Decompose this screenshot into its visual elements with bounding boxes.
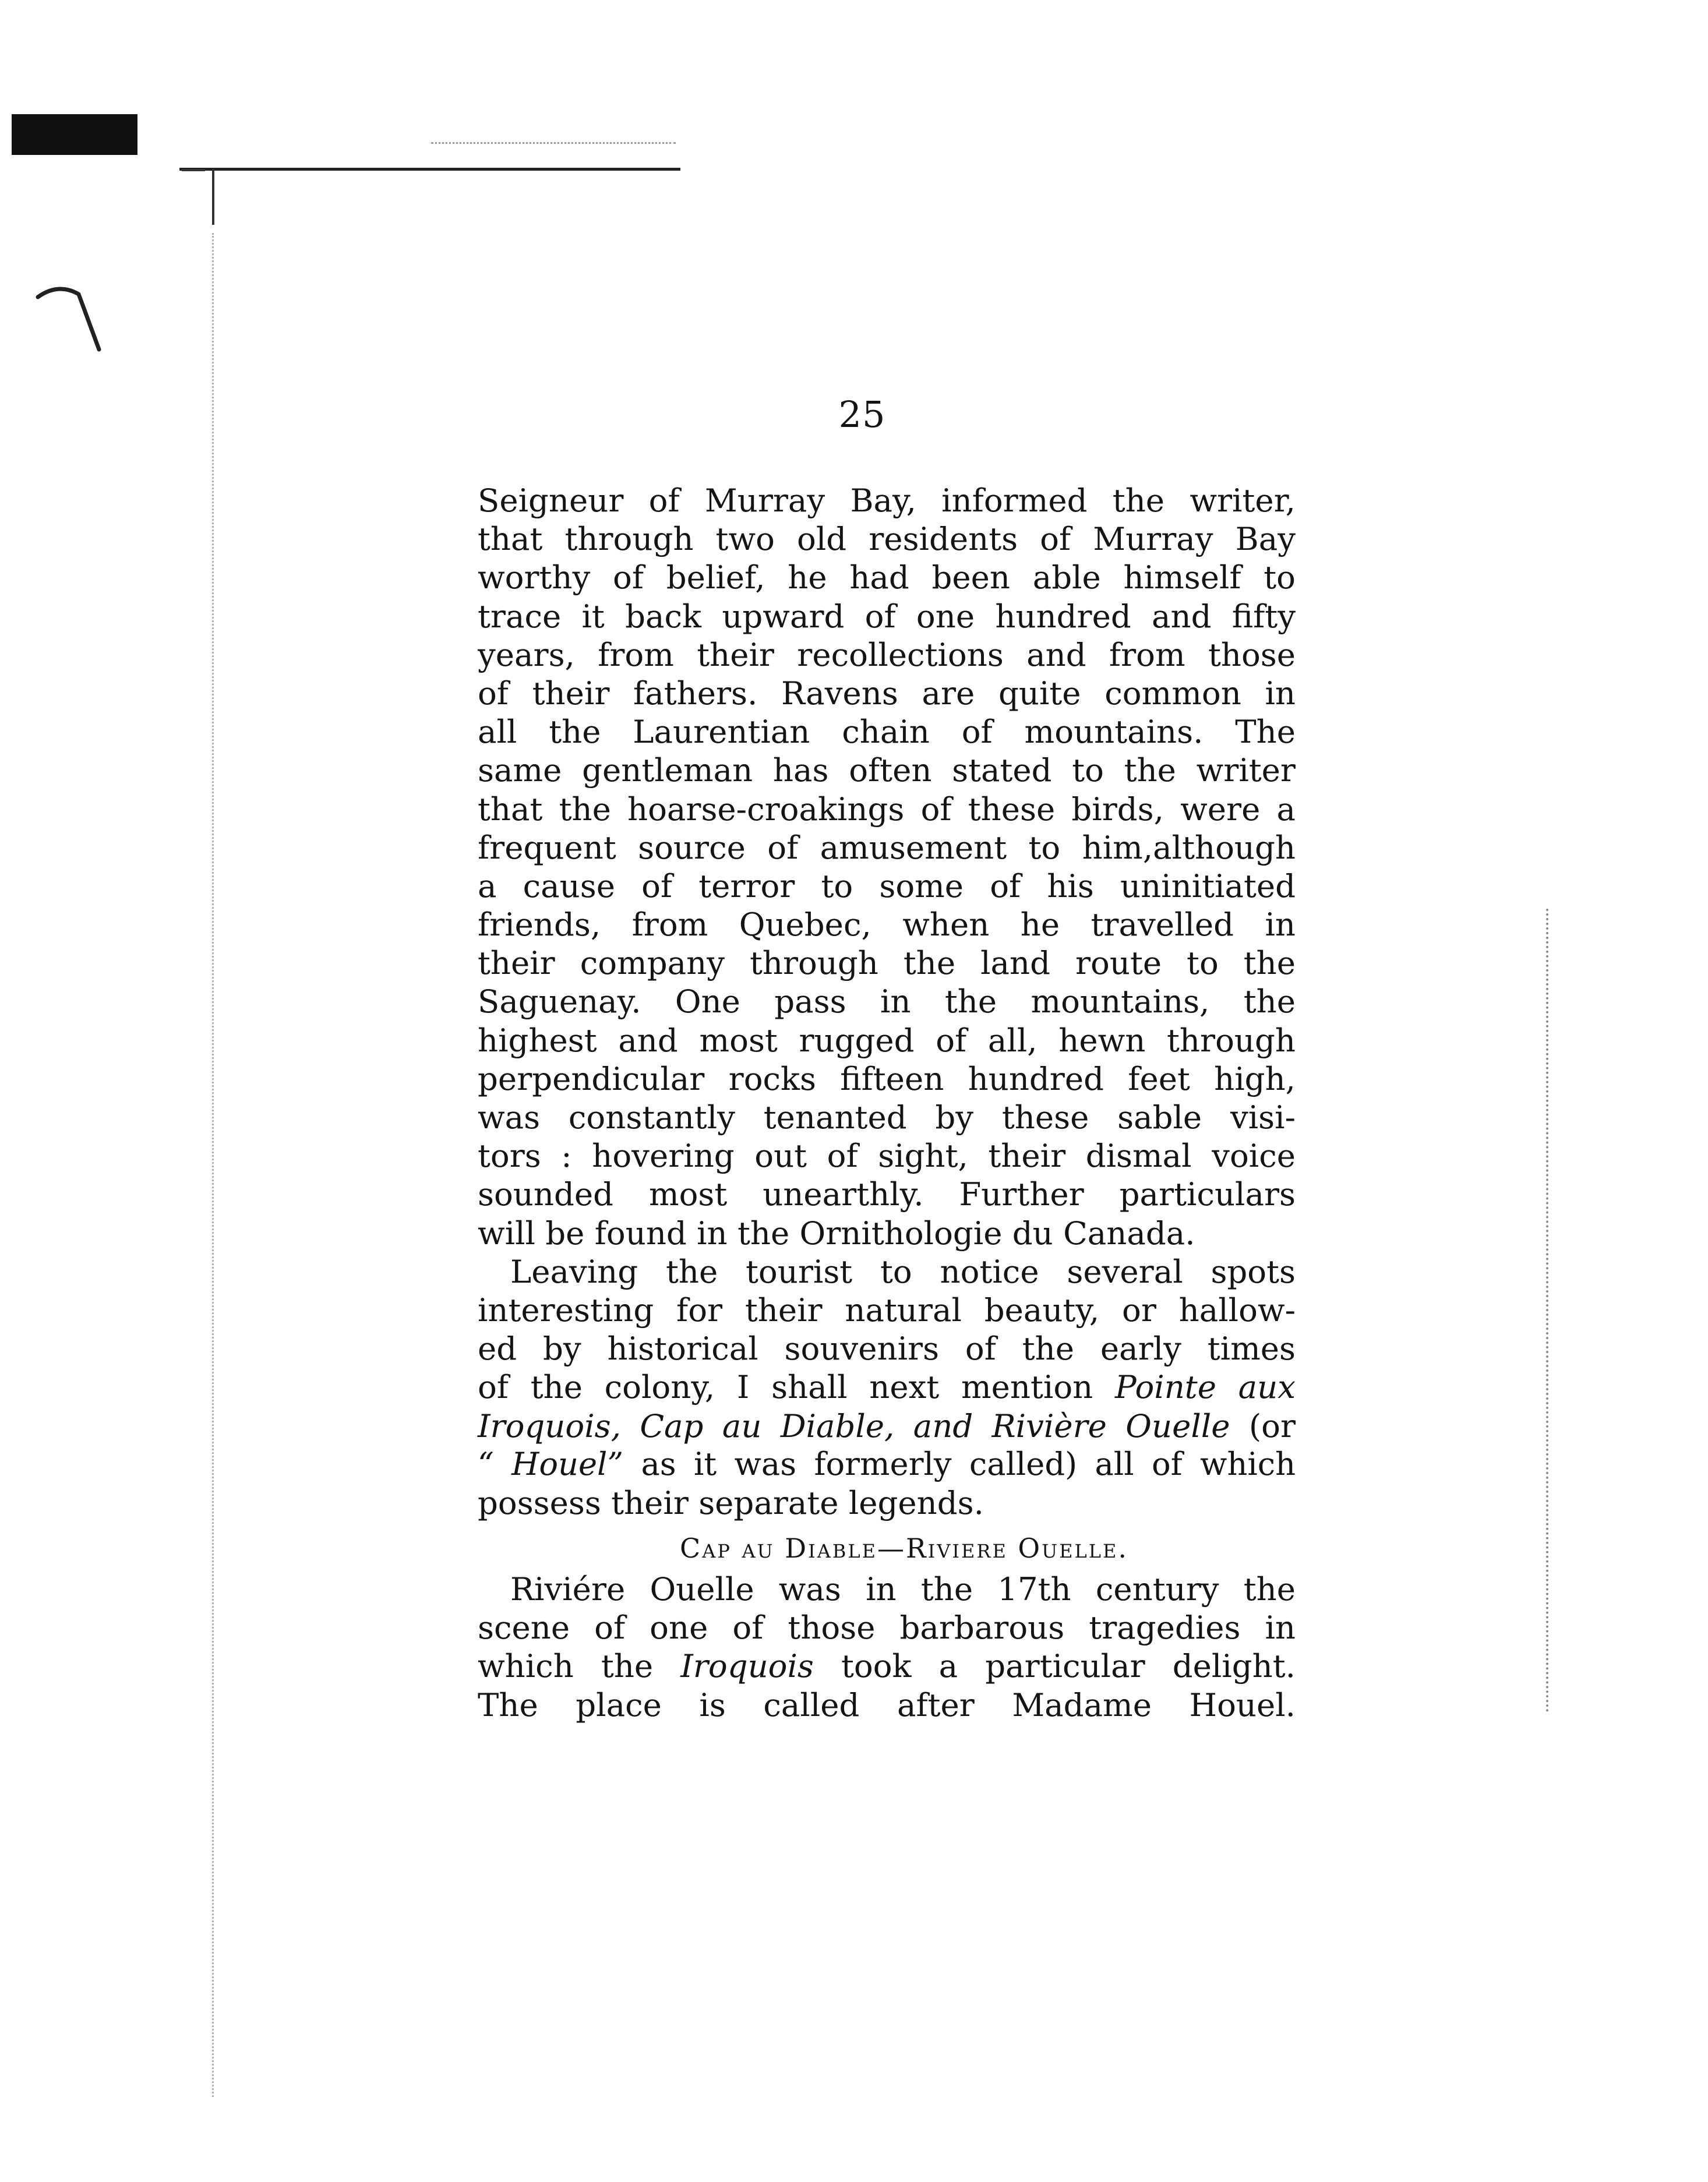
page-border-corner — [182, 169, 205, 171]
text-line — [478, 867, 1296, 905]
text-line — [478, 1136, 1296, 1175]
line-text: that through two old residents of Murray Bay — [478, 520, 1296, 558]
line-text: perpendicular rocks fifteen hundred feet high, — [478, 1060, 1296, 1097]
text-line — [478, 1686, 1296, 1724]
page-border-rule — [179, 168, 680, 171]
text-line — [478, 712, 1296, 751]
text-line — [478, 558, 1296, 596]
right-edge-shadow — [1546, 909, 1548, 1713]
line-text: of their fathers. Ravens are quite common in — [478, 674, 1296, 712]
text-line — [478, 1175, 1296, 1213]
section-heading: Cap au Diable—Riviere Ouelle. — [680, 1533, 1128, 1565]
line-text: a cause of terror to some of his uninitiated — [478, 867, 1296, 905]
line-text: will be found in the Ornithologie du Canada. — [478, 1214, 1195, 1252]
text-line — [478, 1647, 1296, 1685]
line-text: of the colony, I shall next mention — [478, 1368, 1115, 1406]
line-text: (or — [1230, 1407, 1296, 1445]
line-text: Riviére Ouelle was in the 17th century the — [510, 1570, 1296, 1608]
text-line — [478, 1021, 1296, 1060]
pencil-mark — [35, 274, 111, 355]
text-line — [478, 1368, 1296, 1406]
line-text: same gentleman has often stated to the writer — [478, 751, 1296, 789]
text-line — [478, 1407, 1296, 1445]
line-text: as it was formerly called) all of which — [623, 1445, 1296, 1482]
text-line — [478, 520, 1296, 558]
italic-text: Iroquois — [680, 1647, 814, 1685]
text-line — [478, 1098, 1296, 1136]
line-text: tors : hovering out of sight, their dismal voice — [478, 1137, 1296, 1175]
text-line — [478, 1214, 1296, 1252]
line-text: all the Laurentian chain of mountains. The — [478, 713, 1296, 751]
text-line — [478, 481, 1296, 520]
text-line — [478, 597, 1296, 635]
text-line — [478, 1445, 1296, 1484]
scan-edge-mark — [12, 114, 137, 155]
text-line — [478, 790, 1296, 828]
line-text: frequent source of amusement to him,although — [478, 828, 1296, 866]
line-text: possess their separate legends. — [478, 1484, 984, 1521]
italic-text: Iroquois, Cap au Diable, and Rivière Ouelle — [478, 1407, 1230, 1445]
text-line — [478, 905, 1296, 944]
body-text — [478, 481, 1296, 1724]
line-text: sounded most unearthly. Further particulars — [478, 1175, 1296, 1213]
text-line — [478, 1484, 1296, 1522]
text-line — [478, 1291, 1296, 1329]
gutter-line — [212, 233, 214, 2097]
line-text: trace it back upward of one hundred and fifty — [478, 597, 1296, 635]
line-text: interesting for their natural beauty, or hallow- — [478, 1291, 1296, 1329]
text-line — [478, 982, 1296, 1021]
line-text: took a particular delight. — [813, 1647, 1296, 1685]
line-text: was constantly tenanted by these sable visi- — [478, 1099, 1296, 1136]
line-text: years, from their recollections and from those — [478, 635, 1296, 673]
line-text: Seigneur of Murray Bay, informed the writer, — [478, 482, 1296, 519]
italic-text: “ Houel” — [478, 1445, 624, 1482]
line-text: their company through the land route to the — [478, 944, 1296, 982]
paragraph-group — [478, 1570, 1296, 1724]
paragraph-group — [478, 481, 1296, 1522]
line-text: Saguenay. One pass in the mountains, the — [478, 983, 1296, 1021]
text-line — [478, 635, 1296, 674]
line-text: worthy of belief, he had been able himself to — [478, 559, 1296, 596]
line-text: ed by historical souvenirs of the early times — [478, 1330, 1296, 1368]
text-line — [478, 1570, 1296, 1608]
line-text: scene of one of those barbarous tragedies in — [478, 1609, 1296, 1647]
italic-text: Pointe aux — [1114, 1368, 1296, 1406]
page-number: 25 — [838, 393, 886, 436]
line-text: Leaving the tourist to notice several spots — [510, 1252, 1296, 1290]
text-line — [478, 674, 1296, 712]
line-text: that the hoarse-croakings of these birds, were a — [478, 790, 1296, 828]
line-text: friends, from Quebec, when he travelled in — [478, 906, 1296, 944]
text-line — [478, 1608, 1296, 1647]
text-line — [478, 1252, 1296, 1291]
page-border-corner-stub — [212, 169, 214, 225]
text-line — [478, 944, 1296, 982]
text-line — [478, 828, 1296, 867]
text-line — [478, 1329, 1296, 1368]
text-line — [478, 751, 1296, 789]
text-line — [478, 1060, 1296, 1098]
line-text: The place is called after Madame Houel. — [478, 1686, 1296, 1724]
line-text: highest and most rugged of all, hewn through — [478, 1021, 1296, 1059]
line-text: which the — [478, 1647, 681, 1685]
scan-faint-rule — [431, 142, 676, 144]
